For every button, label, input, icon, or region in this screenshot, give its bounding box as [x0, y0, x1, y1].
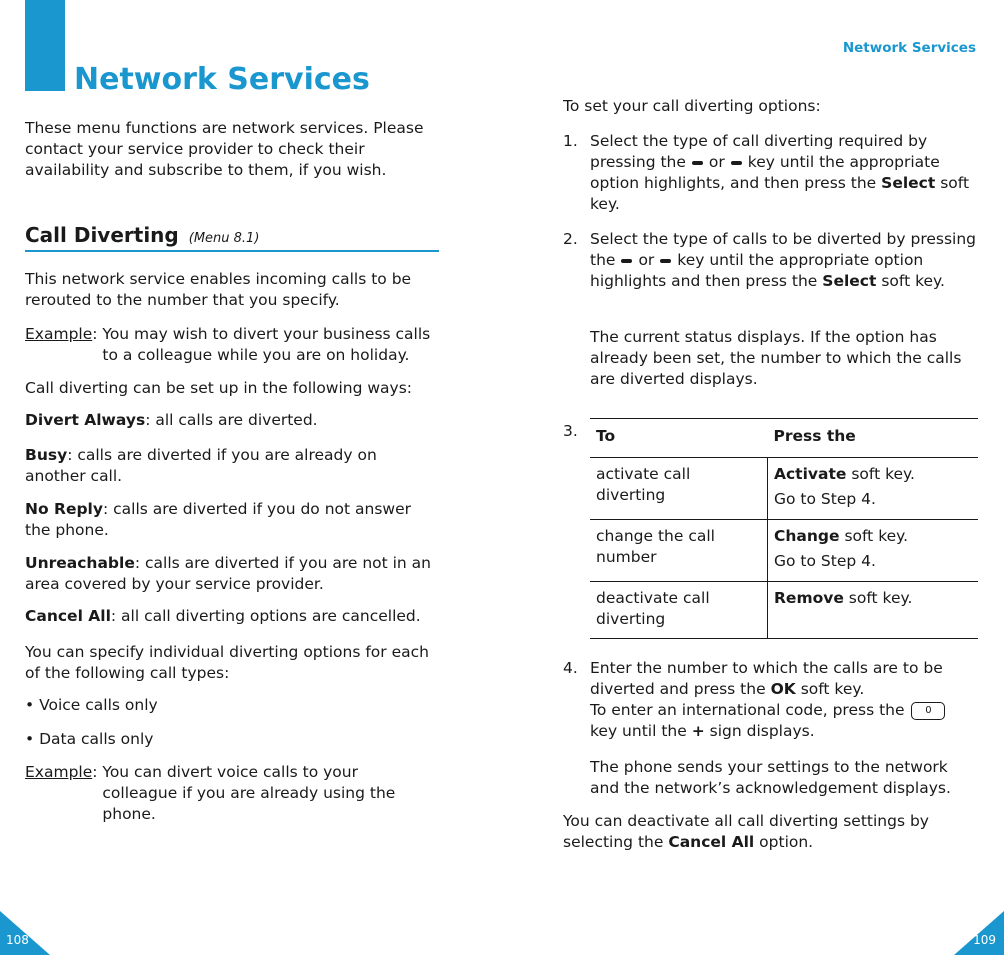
header-to: To [590, 419, 768, 458]
step-text [590, 131, 978, 215]
step-text-part: key until the appropriate option highlights and then press the [590, 251, 924, 290]
step-text-part: soft key. [800, 680, 865, 698]
steps-intro: To set your call diverting options: [563, 97, 821, 115]
step-number: 4. [563, 659, 578, 677]
step-or: or [708, 153, 725, 171]
table-row [590, 520, 978, 582]
option-term: No Reply [25, 500, 103, 518]
page-number-right: 109 [973, 933, 996, 947]
types-intro: You can specify individual diverting options for each of the following call types: [25, 643, 429, 682]
page-title: Network Services [74, 62, 370, 97]
example-1: Example: You may wish to divert your business calls to a colleague while you are on holiday. [25, 324, 437, 366]
next-step: Go to Step 4. [774, 490, 876, 508]
option-cancel-all [25, 606, 437, 627]
step-bold: Select [822, 272, 877, 290]
step-number: 2. [563, 230, 578, 248]
step-or: or [638, 251, 655, 269]
up-key-icon [621, 259, 632, 263]
title-accent-bar [25, 0, 65, 91]
step-2 [563, 229, 978, 292]
option-desc: : calls are diverted if you do not answer the phone. [25, 500, 412, 539]
option-term: Cancel All [25, 607, 111, 625]
example-1-text: You may wish to divert your business calls to a colleague while you are on holiday. [102, 325, 431, 364]
down-key-icon [731, 161, 742, 165]
header-press: Press the [768, 419, 979, 458]
example-1-label: Example [25, 325, 93, 343]
step-4-note: The phone sends your settings to the network and the network’s acknowledgement displays. [590, 758, 951, 797]
outro-paragraph [563, 811, 963, 853]
zero-key-label: 0 [925, 704, 932, 716]
soft-key-suffix: soft key. [846, 465, 915, 483]
step-3-number: 3. [563, 422, 578, 440]
bullet-dot: • [25, 696, 40, 714]
option-desc: : all calls are diverted. [145, 411, 318, 429]
bullet-dot: • [25, 730, 40, 748]
step-number: 1. [563, 132, 578, 150]
step-text-part: Enter the number to which the calls are to be diverted and press the [590, 659, 943, 698]
soft-key-name: Remove [774, 589, 844, 607]
step-text-part: key until the [590, 722, 687, 740]
option-busy [25, 445, 437, 487]
step-text-part: Select the type of call diverting required by pressing the [590, 132, 928, 171]
options-table [590, 418, 978, 639]
page-number-left: 108 [6, 933, 29, 947]
option-desc: : all call diverting options are cancelled. [110, 607, 421, 625]
table-cell-press [768, 582, 979, 639]
step-1 [563, 131, 978, 215]
option-term: Unreachable [25, 554, 135, 572]
outro-bold: Cancel All [668, 833, 755, 851]
step-bold: OK [770, 680, 796, 698]
option-divert-always [25, 410, 437, 431]
example-2: Example: You can divert voice calls to your colleague if you are already using the phone. [25, 762, 410, 825]
bullet-item [25, 695, 437, 716]
zero-key-icon [911, 702, 945, 720]
up-key-icon [692, 161, 703, 165]
option-unreachable [25, 553, 437, 595]
table-cell-to: activate call diverting [590, 458, 768, 520]
outro-text: option. [759, 833, 814, 851]
ways-intro: Call diverting can be set up in the following ways: [25, 379, 413, 397]
section-intro: This network service enables incoming calls to be rerouted to the number that you specify. [25, 270, 412, 309]
option-term: Divert Always [25, 411, 146, 429]
step-text [590, 658, 978, 742]
soft-key-name: Change [774, 527, 840, 545]
example-2-label: Example [25, 763, 93, 781]
table-row [590, 582, 978, 639]
table-cell-press [768, 520, 979, 582]
outro-text: You can deactivate all call diverting settings by selecting the [563, 812, 929, 851]
section-title: Call Diverting [25, 223, 179, 247]
example-2-text: You can divert voice calls to your colleague if you are already using the phone. [102, 763, 396, 823]
table-cell-press [768, 458, 979, 520]
option-desc: : calls are diverted if you are not in an area covered by your service provider. [25, 554, 432, 593]
table-cell-to: deactivate call diverting [590, 582, 768, 639]
plus-sign: + [691, 722, 705, 740]
step-2-note: The current status displays. If the option has already been set, the number to which the calls are diverted displays. [590, 328, 962, 388]
step-text [590, 229, 978, 292]
bullet-item [25, 729, 437, 750]
next-step: Go to Step 4. [774, 552, 876, 570]
soft-key-suffix: soft key. [839, 527, 909, 545]
option-desc: : calls are diverted if you are already on another call. [25, 446, 377, 485]
section-heading [25, 222, 259, 252]
step-text-part: To enter an international code, press the [590, 701, 905, 719]
soft-key-suffix: soft key. [843, 589, 913, 607]
table-row [590, 458, 978, 520]
step-text-part: soft key. [881, 272, 945, 290]
step-text-part: soft key. [590, 174, 970, 213]
step-text-part: sign displays. [709, 722, 815, 740]
bullet-text: Data calls only [39, 730, 154, 748]
step-text-part: Select the type of calls to be diverted by pressing the [590, 230, 977, 269]
step-text-part: key until the appropriate option highlights, and then press the [590, 153, 940, 192]
section-menu-ref: (Menu 8.1) [188, 231, 260, 246]
table-cell-to: change the call number [590, 520, 768, 582]
bullet-text: Voice calls only [39, 696, 158, 714]
intro-paragraph: These menu functions are network services. Please contact your service provider to check their availability and subscribe to them, if you wish. [25, 119, 424, 179]
table-header-row [590, 419, 978, 458]
option-no-reply [25, 499, 437, 541]
step-4 [563, 658, 978, 742]
running-head: Network Services [842, 40, 976, 56]
option-term: Busy [25, 446, 68, 464]
section-rule [25, 250, 439, 252]
down-key-icon [660, 259, 671, 263]
step-bold: Select [881, 174, 936, 192]
soft-key-name: Activate [774, 465, 847, 483]
